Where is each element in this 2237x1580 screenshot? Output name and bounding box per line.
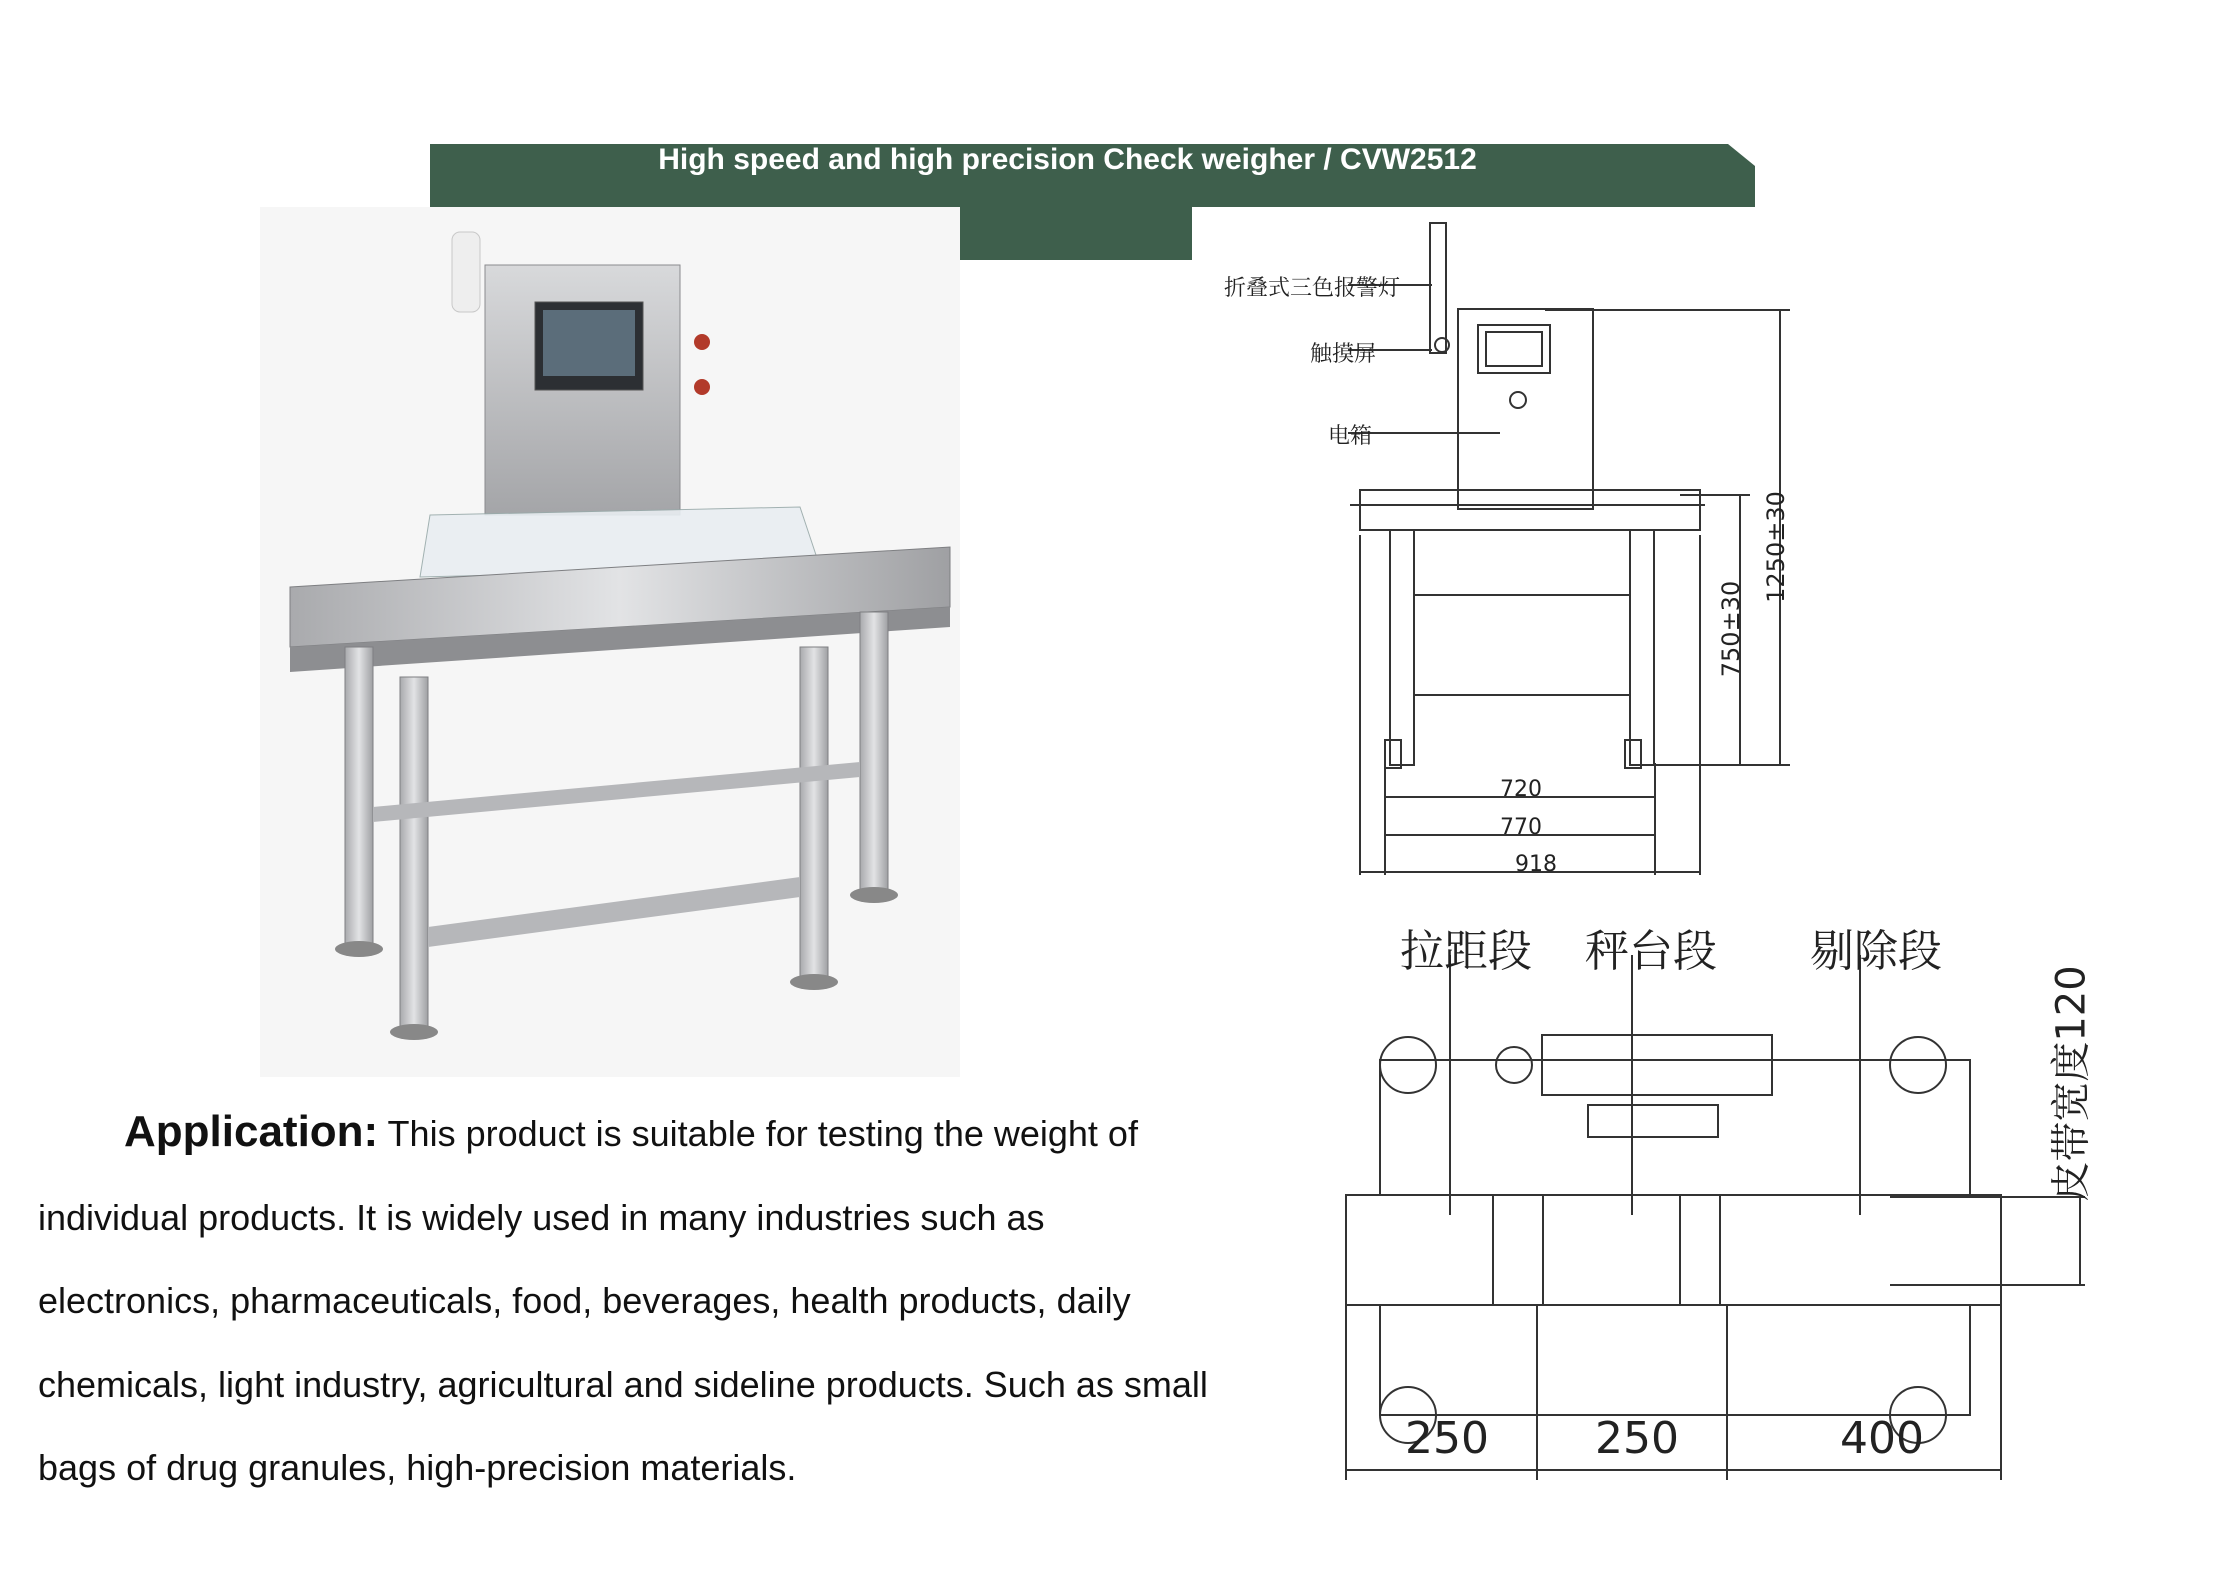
alarm-light-column [1430,223,1446,353]
technical-drawings [1200,215,2130,1485]
application-heading: Application: [124,1107,379,1156]
section-spacing: 拉距段 [1400,926,1532,977]
top-conveyor [1346,1195,2001,1305]
length-weighing: 250 [1595,1413,1679,1464]
application-line-3: electronics, pharmaceuticals, food, beverages, health products, daily [38,1280,1131,1321]
section-weighing: 秤台段 [1585,926,1717,977]
dim-height-belt: 750±30 [1717,580,1746,678]
application-line-5: bags of drug granules, high-precision materials. [38,1447,797,1488]
label-electric-box: 电箱 [1328,424,1373,449]
length-reject: 400 [1840,1413,1924,1464]
label-touch-screen: 触摸屏 [1310,342,1377,367]
banner-corner [1728,144,1755,166]
page-title: High speed and high precision Check weigher / CVW2512 [658,143,1477,176]
dim-height-total: 1250±30 [1761,491,1790,603]
dim-width-770: 770 [1500,815,1542,840]
header-banner-tab [960,200,1192,260]
belt-width: 皮带宽度120 [2048,965,2095,1202]
label-alarm-light: 折叠式三色报警灯 [1224,276,1401,301]
product-photo [260,207,960,1077]
application-line-4: chemicals, light industry, agricultural and sideline products. Such as small [38,1363,1208,1405]
application-line-1 [38,1090,1278,1176]
application-text-1: This product is suitable for testing the weight of [378,1113,1138,1154]
section-reject: 剔除段 [1810,926,1942,977]
dim-width-918: 918 [1515,852,1557,877]
dim-width-720: 720 [1500,777,1542,802]
length-spacing: 250 [1405,1413,1489,1464]
application-section [38,1090,1278,1510]
application-line-2: individual products. It is widely used in many industries such as [38,1196,1045,1238]
